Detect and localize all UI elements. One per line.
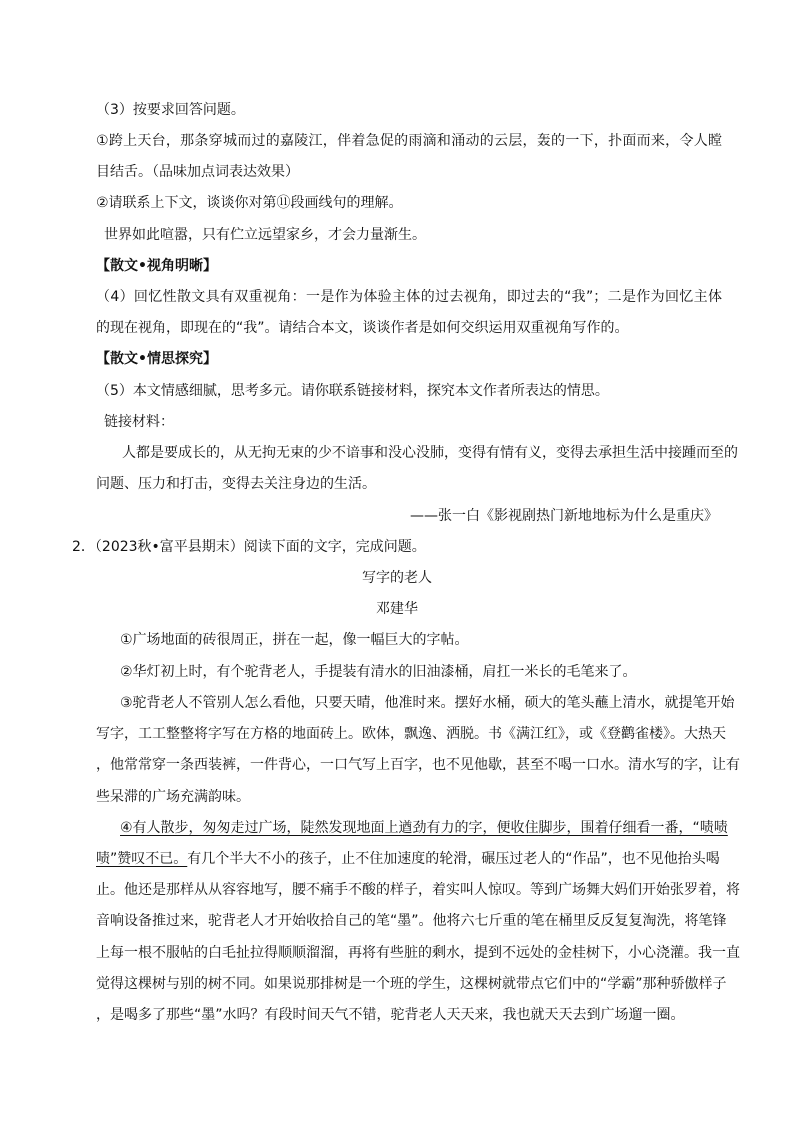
- question-4-line-2: 的现在视角，即现在的“我”。请结合本文，谈谈作者是如何交织运用双重视角写作的。: [96, 320, 629, 336]
- paragraph-4-line-7: ，是喝多了那些“墨”水吗？有段时间天气不错，驼背老人天天来，我也就天天去到广场遛一圈。: [96, 1007, 685, 1023]
- link-material-line-1: 人都是要成长的，从无拘无束的少不谙事和没心没肺，变得有情有义，变得去承担生活中接踵而至的: [122, 445, 738, 461]
- paragraph-3-line-3: ，他常常穿一条西装裤，一件背心，一口气写上百字，也不见他歇，甚至不喝一口水。清水写的字，让有: [96, 757, 740, 773]
- paragraph-4-line-2-rest: 有几个半大不小的孩子，止不住加速度的轮滑，碾压过老人的“作品”，也不见他抬头喝: [187, 851, 720, 867]
- paragraph-4-underlined-line-1: ④有人散步，匆匆走过广场，陡然发现地面上遒劲有力的字，便收住脚步，围着仔细看一番，“啧啧: [120, 820, 728, 836]
- paragraph-3-line-2: 写字，工工整整将字写在方格的地面砖上。欧体，飘逸、洒脱。书《满江红》，或《登鹳雀楼》。大热天: [96, 726, 726, 742]
- paragraph-4-underlined-end: 啧”赞叹不已。: [96, 851, 188, 867]
- question-3-quoted-sentence: 世界如此喧嚣，只有伫立远望家乡，才会力量渐生。: [104, 227, 426, 243]
- question-3-item-1-line-1: ①跨上天台，那条穿城而过的嘉陵江，伴着急促的雨滴和涌动的云层，轰的一下，扑面而来，令人瞠: [96, 133, 722, 149]
- link-material-line-2: 问题、压力和打击，变得去关注身边的生活。: [96, 476, 376, 492]
- paragraph-4-line-4: 音响设备推过来，驼背老人才开始收拾自己的笔“墨”。他将六七斤重的笔在桶里反反复复淘洗，将笔锋: [96, 913, 727, 929]
- section-tag-emotion: 【散文•情思探究】: [96, 351, 217, 367]
- question-3-title: （3）按要求回答问题。: [96, 102, 245, 118]
- paragraph-3-line-1: ③驼背老人不管别人怎么看他，只要天晴，他准时来。摆好水桶，硕大的笔头蘸上清水，就提笔开始: [120, 695, 735, 711]
- paragraph-1: ①广场地面的砖很周正，拼在一起，像一幅巨大的字帖。: [120, 632, 469, 648]
- paragraph-4-line-3: 止。他还是那样从从容容地写，腰不痛手不酸的样子，着实叫人惊叹。等到广场舞大妈们开始张罗着，将: [96, 882, 740, 898]
- section-tag-viewpoint: 【散文•视角明晰】: [96, 258, 217, 274]
- essay-author: 邓建华: [376, 601, 418, 617]
- link-material-source: ——张一白《影视剧热门新地地标为什么是重庆》: [410, 508, 718, 524]
- paragraph-3-line-4: 些呆滞的广场充满韵味。: [96, 789, 250, 805]
- paragraph-4-line-5: 上每一根不服帖的白毛扯拉得顺顺溜溜，再将有些脏的剩水，提到不远处的金桂树下，小心浇灌。我一直: [96, 945, 740, 961]
- link-material-label: 链接材料：: [104, 414, 174, 430]
- paragraph-2: ②华灯初上时，有个驼背老人，手提装有清水的旧油漆桶，肩扛一米长的毛笔来了。: [120, 664, 637, 680]
- question-2-title: 2．（2023秋•富平县期末）阅读下面的文字，完成问题。: [72, 539, 426, 555]
- paragraph-4-line-6: 觉得这棵树与别的树不同。如果说那排树是一个班的学生，这棵树就带点它们中的“学霸”那种骄傲样子: [96, 976, 727, 992]
- question-3-item-2: ②请联系上下文，谈谈你对第⑪段画线句的理解。: [96, 195, 403, 211]
- question-5: （5）本文情感细腻，思考多元。请你联系链接材料，探究本文作者所表达的情思。: [96, 383, 609, 399]
- paragraph-4-line-2: [96, 849, 722, 869]
- question-3-item-1-line-2: 目结舌。（品味加点词表达效果）: [96, 164, 299, 180]
- question-4-line-1: （4）回忆性散文具有双重视角：一是作为体验主体的过去视角，即过去的“我”；二是作为回忆主体: [96, 289, 722, 305]
- essay-title: 写字的老人: [362, 570, 432, 586]
